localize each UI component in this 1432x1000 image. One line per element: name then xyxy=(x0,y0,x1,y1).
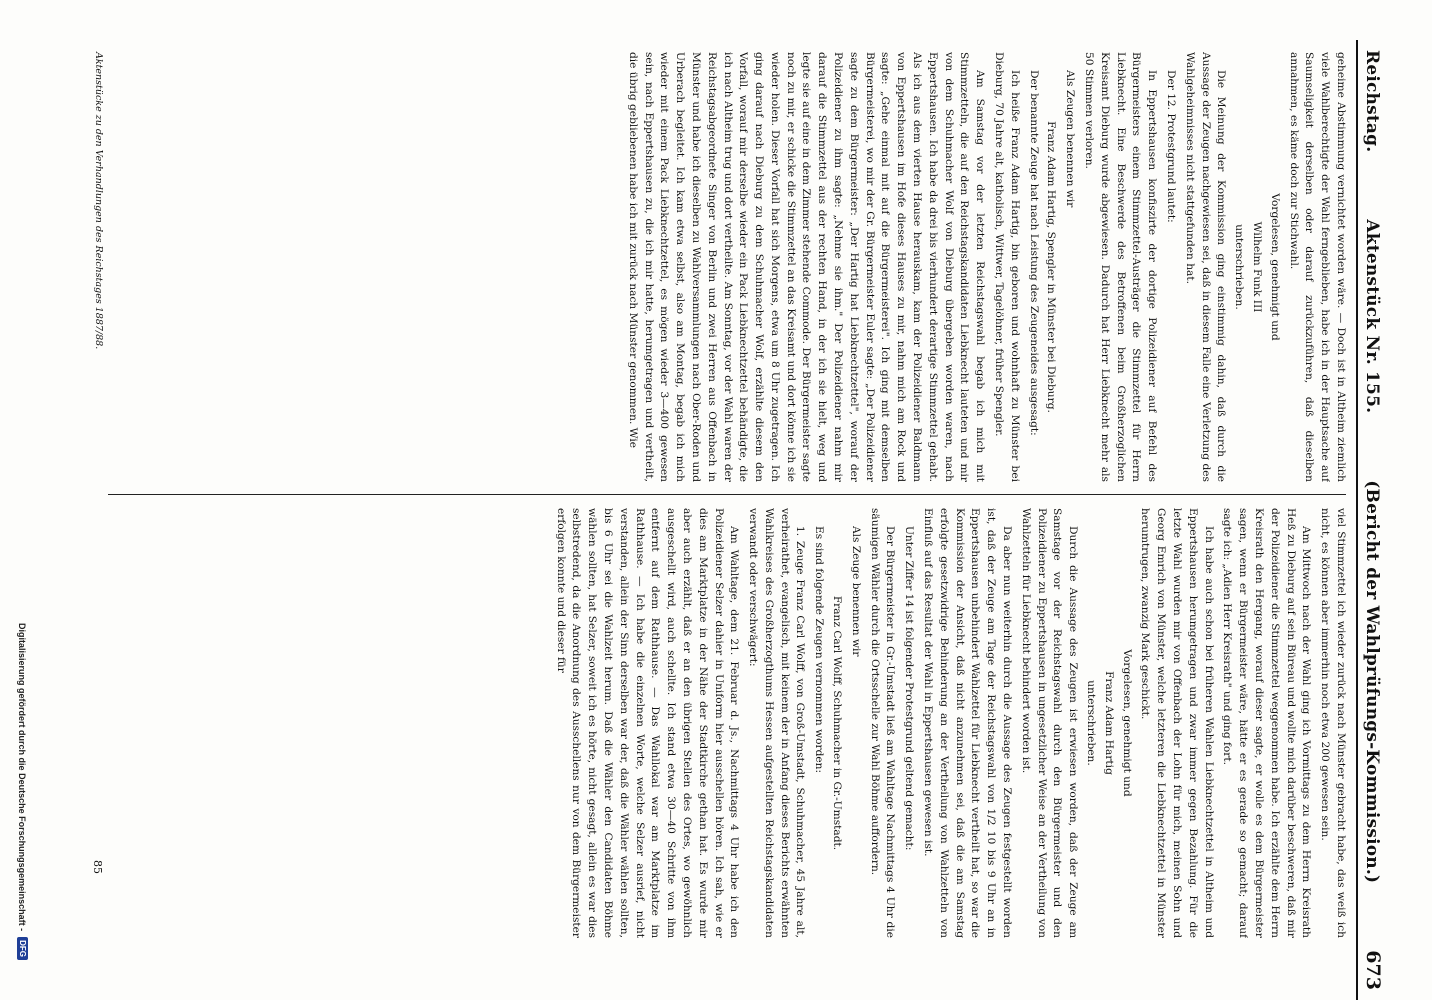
signature-formula: Vorgelesen, genehmigt und xyxy=(1120,649,1133,797)
page-number: 673 xyxy=(1362,950,1384,990)
left-paragraph: In Eppertshausen konfiszirte der dortige Polizeidiener auf Befehl des Bürgermeisters einem Stimmzettel-Austräger die Stimmzettel für Herrn Liebknecht. Eine Beschwerde des Betroffenen beim Großherzoglichen Kreisamt Dieburg wurde abgewiesen. Dadurch hat Herr Liebknecht mehr als 50 Stimmen verloren. xyxy=(1083,52,1159,482)
right-paragraph: Unter Ziffer 14 ist folgender Protestgrund geltend gemacht: xyxy=(903,526,916,851)
signature-formula: unterschrieben. xyxy=(1233,224,1246,310)
right-column xyxy=(70,508,1348,938)
left-paragraph: geheime Abstimmung vernichtet worden wäre. — Doch ist in Altheim ziemlich viele Wahlberechtigte der Wahl ferngeblieben, habe ich in der Hauptsache auf Saumseligkeit derselben oder darauf zurückzuführen, daß dieselben annahmen, es käme doch zur Stichwahl. xyxy=(1287,52,1347,482)
witness-name: Franz Adam Hartig, Spengler in Münster bei Dieburg. xyxy=(1045,121,1058,413)
header-right: (Bericht der Wahlprüfungs-Kommission.) xyxy=(1362,480,1382,884)
right-paragraph: Am Mittwoch nach der Wahl ging ich Vormittags zu dem Herrn Kreisrath Heß zu Dieburg auf sein Büreau und wollte mich darüber beschweren, daß mir der Polizeidiener die Stimmzettel weggenommen habe. Ich erzählte dem Herrn Kreisrath den Hergang, worauf dieser sagte, er wolle es dem Bürgermeister sagen, wenn er Bürgermeister wäre, hätte er es gerade so gemacht; darauf sagte ich: „Adien Herr Kreisrath" und ging fort. xyxy=(1221,508,1313,938)
left-column xyxy=(70,52,1348,482)
left-paragraph: Als Zeugen benennen wir xyxy=(1064,70,1077,208)
signature-formula: unterschrieben. xyxy=(1085,680,1098,766)
page-header xyxy=(1356,40,1400,1000)
left-paragraph: Die Meinung der Kommission ging einstimmig dahin, daß durch die Aussage der Zeugen nachgewiesen sei, daß in diesem Falle eine Verletzung des Wahlgeheimnisses nicht stattgefunden hat. xyxy=(1183,52,1228,482)
witness-name: Franz Carl Wolff, Schuhmacher in Gr.-Umstadt. xyxy=(831,595,844,851)
left-paragraph: Am Samstag vor der letzten Reichstagswahl begab ich mich mit Stimmzetteln, die auf den Reichstagskandidaten Liebknecht lauteten und mir von dem Schuhmacher Wolf von Dieburg übergeben worden waren, nach Eppertshausen. Ich habe da drei bis vierhundert derartige Stimmzettel gehabt. Als ich aus dem vierten Hause herauskam, kam der Polizeidiener Baldmann von Eppertshausen im Hofe dieses Hauses zu mir, nahm mich am Rock und sagte: „Gehe einmal mit auf die Bürgermeisterei". Ich ging mit demselben Bürgermeisterei, wo mir der Gr. Bürgermeister Euler sagte: „Der Polizeidiener sagte zu dem Bürgermeister: „Der Hartig hat Liebknechtzettel", worauf der Polizeidiener zu ihm sagte: „Nehme sie ihm." Der Polizeidiener nahm mir darauf die Stimmzettel aus der rechten Hand, in der ich sie hielt, weg und legte sie auf eine in dem Zimmer stehende Commode. Der Bürgermeister sagte noch zu mir, er schicke die Stimmzettel an das Kreisamt und dort könne ich sie wieder holen. Dieser Vorfall hat sich Morgens, etwa um 8 Uhr zugetragen. Ich ging darauf nach Dieburg zu dem Schuhmacher Wolf, erzählte diesem den Vorfall, worauf mir derselbe wieder ein Pack Liebknechtzettel behändigte, die ich nach Altheim trug und dort vertheilte. Am Sonntag, vor der Wahl waren der Reichstagsabgeordnete Singer von Berlin und zwei Herren aus Offenbach in Münster und habe ich dieselben zu Wahlversammlungen nach Ober-Roden und Urberach begleitet. Ich kam etwa selbst, also am Montag, begab ich mich wieder mit einem Pack Liebknechtzettel, es mögen wieder 3—400 gewesen sein, nach Eppertshausen zu, die ich mir hatte, herumgetragen und vertheilt, die übrig gebliebenen habe ich mit zurück nach Münster genommen. Wie xyxy=(626,52,987,482)
right-paragraph: Der Bürgermeister in Gr.-Umstadt ließ am Wahltage Nachmittags 4 Uhr die säumigen Wähler durch die Ortsschelle zur Wahl Böhme auffordern. xyxy=(868,508,897,938)
signature-number: 85 xyxy=(91,860,104,874)
digitization-watermark xyxy=(17,40,28,960)
right-paragraph: Durch die Aussage des Zeugen ist erwiesen worden, daß der Zeuge am Samstage vor der Reichstagswahl durch den Bürgermeister und den Polizeidiener zu Eppertshausen in ungesetzlicher Weise an der Vertheilung von Wahlzetteln für Liebknecht behindert worden ist. xyxy=(1019,508,1080,938)
right-paragraph: 1. Zeuge Franz Carl Wolff, von Groß-Umstadt, Schuhmacher, 45 Jahre alt, verheirathet, evangelisch, mit keinem der in Anfang dieses Berichts erwähnten Wahlkreises des Großherzogthums Hessen aufgestellten Reichstagskandidaten verwandt oder verschwägert: xyxy=(747,508,807,938)
header-middle: Aktenstück Nr. 155. xyxy=(1362,219,1382,414)
dfg-logo: DFG xyxy=(17,937,28,960)
footnote: Aktenstücke zu den Verhandlungen des Reichstages 1887/88. xyxy=(93,52,104,350)
right-paragraph: Ich habe auch schon bei früheren Wahlen Liebknechtzettel in Altheim und Eppertshausen herumgetragen und zwar immer gegen Bezahlung. Für die letzte Wahl wurden mir von Offenbach der Lohn für mich, meinen Sohn und Georg Emrich von Münster, welche letzteren die Liebknechtzettel in Münster herumtrugen, zwanzig Mark geschickt. xyxy=(1139,508,1215,938)
watermark-text: Digitalisierung gefördert durch die Deutsche Forschungsgemeinschaft - xyxy=(17,623,28,932)
left-paragraph: Der 12. Protestgrund lautet: xyxy=(1165,70,1178,223)
header-left: Reichstag. xyxy=(1362,50,1382,153)
right-paragraph: Da aber nun weiterhin durch die Aussage des Zeugen festgestellt worden ist, daß der Zeuge am Tage der Reichstagswahl von 1/2 10 bis 9 Uhr an in Eppertshausen unbehindert Wahlzettel für Liebknecht vertheilt hat, so war die Kommission der Ansicht, daß nicht anzunehmen sei, daß die am Samstag erfolgte gesetzwidrige Behinderung an der Vertheilung von Wahlzetteln von Einfluß auf das Resultat der Wahl in Eppertshausen gewesen ist. xyxy=(922,508,1014,938)
signature-name: Franz Adam Hartig xyxy=(1102,671,1115,775)
right-paragraph: Es sind folgende Zeugen vernommen worden: xyxy=(813,526,826,774)
column-divider xyxy=(108,494,1346,495)
left-paragraph: Ich heiße Franz Adam Hartig, bin geboren und wohnhaft zu Münster bei Dieburg, 70 Jahre alt, katholisch, Wittwer, Tagelöhner, früher Spengler. xyxy=(993,52,1021,482)
right-paragraph: viel Stimmzettel ich wieder zurück nach Münster gebracht habe, das weiß ich nicht, es können aber immerhin noch etwa 200 gewesen sein. xyxy=(1319,508,1347,938)
right-paragraph: Am Wahltage, dem 21. Februar d. Js., Nachmittags 4 Uhr habe ich den Polizeidiener Selzer dahier in Uniform hier ausschellen hören. Ich sah, wie er dies am Marktplatze in der Nähe der Stadtkirche gethan hat. Es wurde mir aber auch erzählt, daß er an den übrigen Stellen des Ortes, wo gewöhnlich ausgeschellt wird, auch schellte. Ich stand etwa 30—40 Schritte von ihm entfernt auf dem Rathhause. — Das Wahllokal war am Marktplatze im Rathhause. — Ich habe die einzelnen Worte, welche Selzer ausrief, nicht verstanden, allein der Sinn derselben war der, daß die Wähler wählen sollten, bis 6 Uhr sei die Wahlzeit herum. Daß die Wähler den Candidaten Böhme wählen sollten, hat Selzer, soweit ich es hörte, nicht gesagt, allein es war dies selbstredend, da die Anordnung des Ausschellens nur von dem Bürgermeister erfolgen konnte und dieser für xyxy=(554,508,741,938)
left-paragraph: Der benannte Zeuge hat nach Leistung des Zeugeneides ausgesagt: xyxy=(1027,70,1040,436)
signature-formula: Vorgelesen, genehmigt und xyxy=(1268,193,1281,341)
right-paragraph: Als Zeuge benennen wir xyxy=(849,526,862,657)
signature-name: Wilhelm Funk III xyxy=(1251,221,1264,313)
